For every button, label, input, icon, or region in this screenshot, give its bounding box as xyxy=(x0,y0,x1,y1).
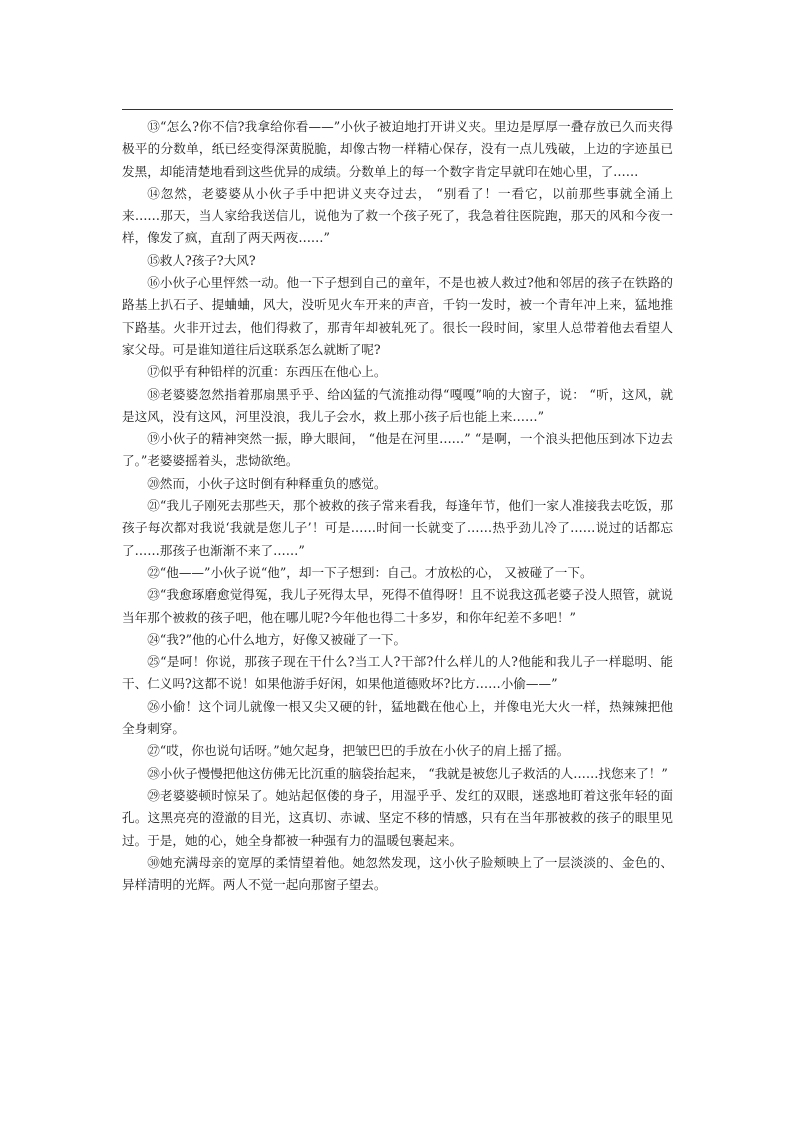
paragraph-21: ㉑“我儿子刚死去那些天，那个被救的孩子常来看我，每逢年节，他们一家人准接我去吃饭，那孩子每次都对我说‘我就是您儿子’！可是……时间一长就变了……热乎劲儿冷了……说过的话都忘了……那孩子也渐渐不来了……” xyxy=(122,498,673,558)
paragraph-27: ㉗“哎，你也说句话呀。”她欠起身，把皱巴巴的手放在小伙子的肩上摇了摇。 xyxy=(147,743,570,759)
text-body xyxy=(122,116,673,896)
paragraph-16: ⑯小伙子心里怦然一动。他一下子想到自己的童年，不是也被人救过?他和邻居的孩子在铁路的路基上扒石子、提蛐蛐，风大，没听见火车开来的声音，千钧一发时，被一个青年冲上来，猛地推下路基。火非开过去，他们得救了，那青年却被轧死了。很长一段时间，家里人总带着他去看望人家父母。可是谁知道往后这联系怎么就断了呢? xyxy=(122,275,673,357)
header-rule xyxy=(122,109,673,110)
paragraph-26: ㉖小偷！这个词儿就像一根又尖又硬的针，猛地戳在他心上，并像电光大火一样，热辣辣把他全身刺穿。 xyxy=(122,698,673,737)
paragraph-20: ⑳然而，小伙子这时倒有种释重负的感觉。 xyxy=(147,475,387,491)
paragraph-19: ⑲小伙子的精神突然一振，睁大眼间， “他是在河里……” “是啊，一个浪头把他压到冰下边去了。”老婆婆摇着头，悲恸欲绝。 xyxy=(122,431,673,469)
paragraph-29: ㉙老婆婆顿时惊呆了。她站起伛偻的身子，用湿乎乎、发红的双眼，迷惑地盯着这张年轻的面孔。这黑亮亮的澄澈的目光，这真切、赤诚、坚定不移的情感，只有在当年那被救的孩子的眼里见过。于是，她的心，她全身都被一种强有力的温暖包裹起来。 xyxy=(122,787,673,848)
paragraph-28: ㉘小伙子慢慢把他这仿佛无比沉重的脑袋抬起来， “我就是被您儿子救活的人……找您来了！” xyxy=(147,765,668,781)
paragraph-23: ㉓“我愈琢磨愈觉得冤，我儿子死得太早，死得不值得呀！且不说我这孤老婆子没人照管，就说当年那个被救的孩子吧，他在哪儿呢?今年他也得二十多岁，和你年纪差不多吧！” xyxy=(122,587,673,625)
paragraph-22: ㉒“他——”小伙子说“他”，却一下子想到：自己。才放松的心， 又被碰了一下。 xyxy=(147,564,593,580)
paragraph-24: ㉔“我?”他的心什么地方，好像又被碰了一下。 xyxy=(147,631,407,647)
paragraph-18: ⑱老婆婆忽然指着那扇黑乎乎、给凶猛的气流推动得“嘎嘎”响的大窗子，说： “听，这风，就是这风，没有这风，河里没浪，我儿子会水，救上那小孩子后也能上来……” xyxy=(122,386,673,424)
paragraph-13: ⑬“怎么?你不信?我拿给你看——”小伙子被迫地打开讲义夹。里边是厚厚一叠存放已久而夹得极平的分数单，纸已经变得深黄脱脆，却像古物一样精心保存，没有一点儿残破，上边的字迹虽已发黑，却能清楚地看到这些优异的成绩。分数单上的每一个数字肯定早就印在她心里，了…… xyxy=(122,119,673,179)
paragraph-30: ㉚她充满母亲的宽厚的柔情望着他。她忽然发现，这小伙子脸颊映上了一层淡淡的、金色的、异样清明的光辉。两人不觉一起向那窗子望去。 xyxy=(122,854,673,893)
paragraph-17: ⑰似乎有种铅样的沉重：东西压在他心上。 xyxy=(147,364,387,380)
paragraph-14: ⑭忽然，老婆婆从小伙子手中把讲义夹夺过去， “别看了！一看它，以前那些事就全涌上来……那天，当人家给我送信儿，说他为了救一个孩子死了，我急着往医院跑，那天的风和今夜一样，像发了疯，直刮了两天两夜……” xyxy=(122,185,673,246)
paragraph-25: ㉕“是呵！你说，那孩子现在干什么?当工人?干部?什么样儿的人?他能和我儿子一样聪明、能干、仁义吗?这都不说！如果他游手好闲，如果他道德败坏?比方……小偷——” xyxy=(122,654,673,692)
paragraph-15: ⑮救人?孩子?大风? xyxy=(147,252,256,268)
